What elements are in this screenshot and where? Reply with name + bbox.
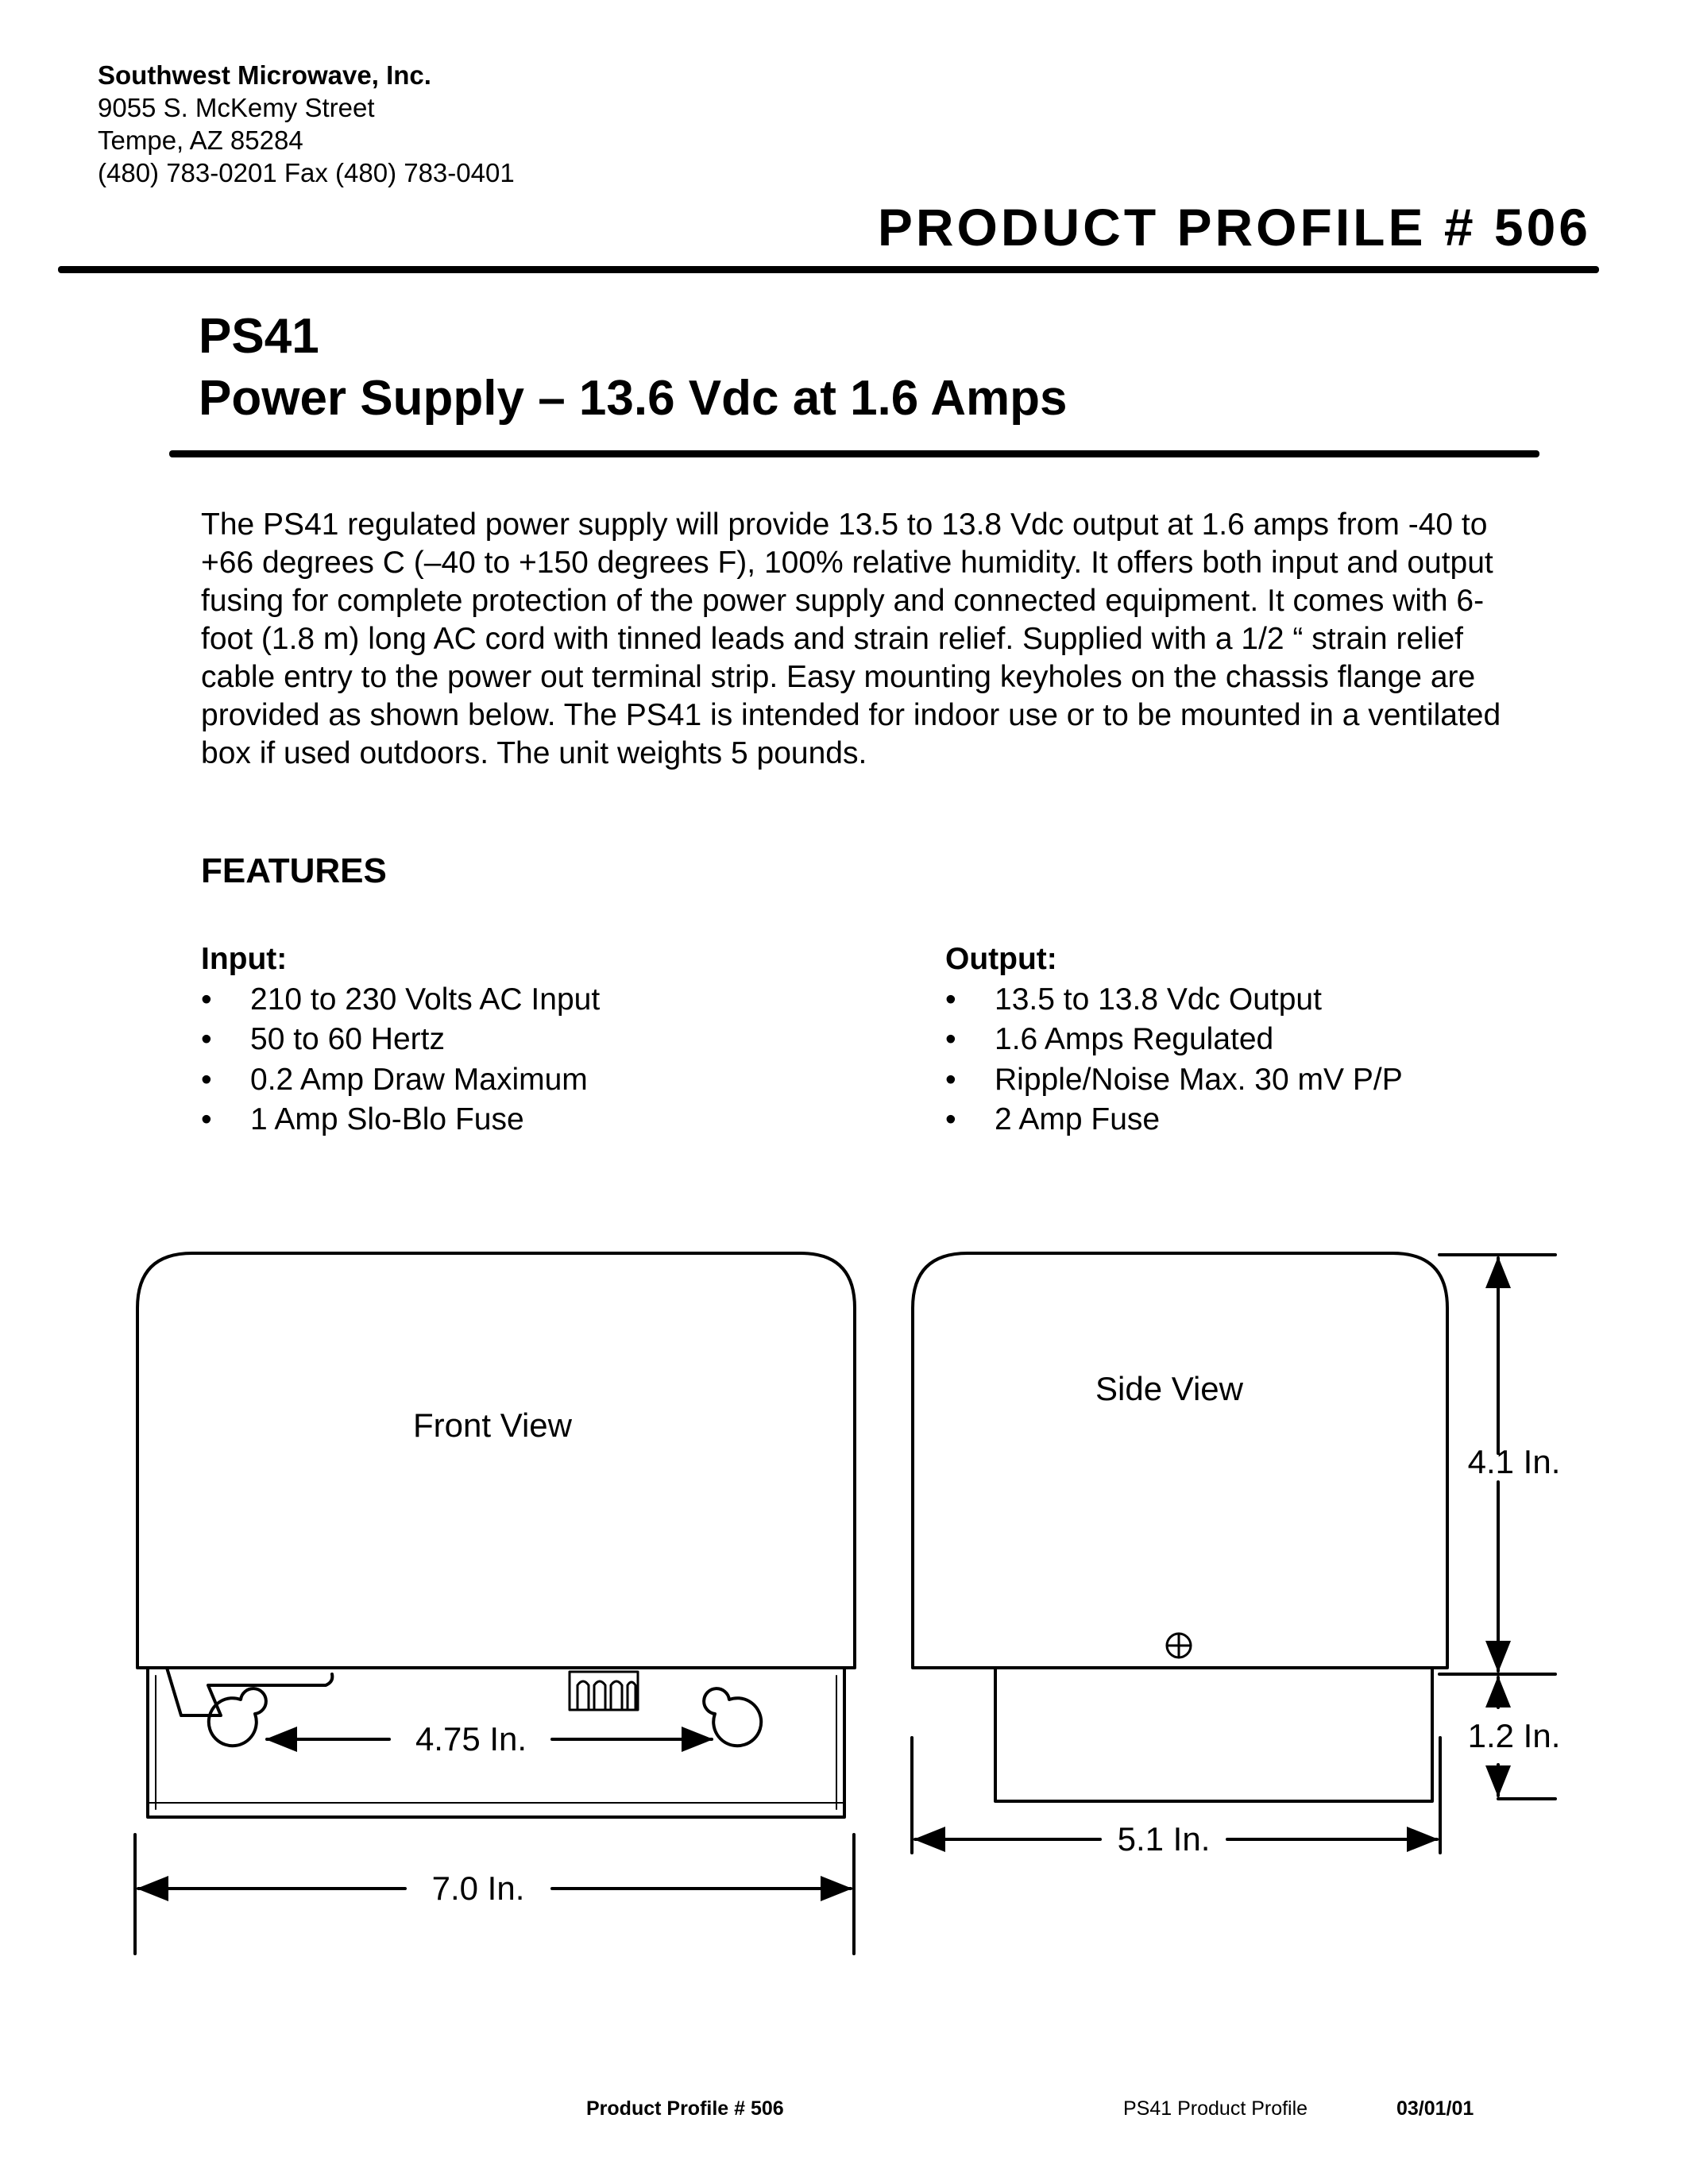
list-item: • 1.6 Amps Regulated — [945, 1020, 1403, 1060]
output-heading: Output: — [945, 942, 1057, 976]
product-model: PS41 — [199, 309, 319, 364]
flange-height-label: 1.2 In. — [1467, 1717, 1561, 1754]
side-view-body — [913, 1253, 1447, 1668]
height-label: 4.1 In. — [1467, 1443, 1561, 1480]
keyhole-right — [704, 1688, 761, 1746]
profile-header: PRODUCT PROFILE # 506 — [877, 198, 1591, 257]
terminal-strip — [570, 1672, 638, 1710]
list-item: • 210 to 230 Volts AC Input — [201, 980, 600, 1021]
list-item: • 13.5 to 13.8 Vdc Output — [945, 980, 1403, 1021]
front-view-drawing — [135, 1253, 855, 1954]
list-item: • 0.2 Amp Draw Maximum — [201, 1060, 600, 1101]
footer-document-title: PS41 Product Profile — [1123, 2097, 1308, 2120]
list-item: • Ripple/Noise Max. 30 mV P/P — [945, 1060, 1403, 1101]
company-street: 9055 S. McKemy Street — [98, 93, 375, 122]
company-city: Tempe, AZ 85284 — [98, 125, 303, 155]
list-item: • 2 Amp Fuse — [945, 1100, 1403, 1140]
depth-label: 5.1 In. — [1117, 1820, 1211, 1858]
side-view-label: Side View — [1095, 1370, 1244, 1407]
footer-profile-number: Product Profile # 506 — [586, 2097, 784, 2120]
width-label: 7.0 In. — [431, 1870, 525, 1907]
front-view-body — [137, 1253, 855, 1668]
keyhole-spacing-label: 4.75 In. — [415, 1720, 527, 1758]
keyhole-left — [209, 1688, 266, 1746]
side-view-drawing — [912, 1253, 1560, 1858]
list-item: • 50 to 60 Hertz — [201, 1020, 600, 1060]
product-subtitle: Power Supply – 13.6 Vdc at 1.6 Amps — [199, 371, 1068, 426]
footer-date: 03/01/01 — [1396, 2097, 1474, 2120]
ground-symbol-icon — [1167, 1634, 1191, 1657]
features-heading: FEATURES — [201, 851, 387, 890]
product-description: The PS41 regulated power supply will provide 13.5 to 13.8 Vdc output at 1.6 amps from -40 to +66 degrees C (–40 to +150 degrees F), 100% relative humidity. It offers both input and output fusing for complete protection of the power supply and connected equipment. It comes with 6-foot (1.8 m) long AC cord with tinned leads and strain relief. Supplied with a 1/2 “ strain relief cable entry to the power out terminal strip. Easy mounting keyholes on the chassis flange are provided as shown below. The PS41 is intended for indoor use or to be mounted in a ventilated box if used outdoors. The unit weights 5 pounds. — [201, 507, 1501, 770]
front-view-label: Front View — [413, 1406, 572, 1444]
list-item: • 1 Amp Slo-Blo Fuse — [201, 1100, 600, 1140]
company-phone: (480) 783-0201 Fax (480) 783-0401 — [98, 158, 515, 187]
strain-relief-bracket — [167, 1668, 332, 1715]
input-heading: Input: — [201, 942, 288, 976]
side-view-base — [995, 1668, 1432, 1801]
company-name: Southwest Microwave, Inc. — [98, 60, 431, 90]
